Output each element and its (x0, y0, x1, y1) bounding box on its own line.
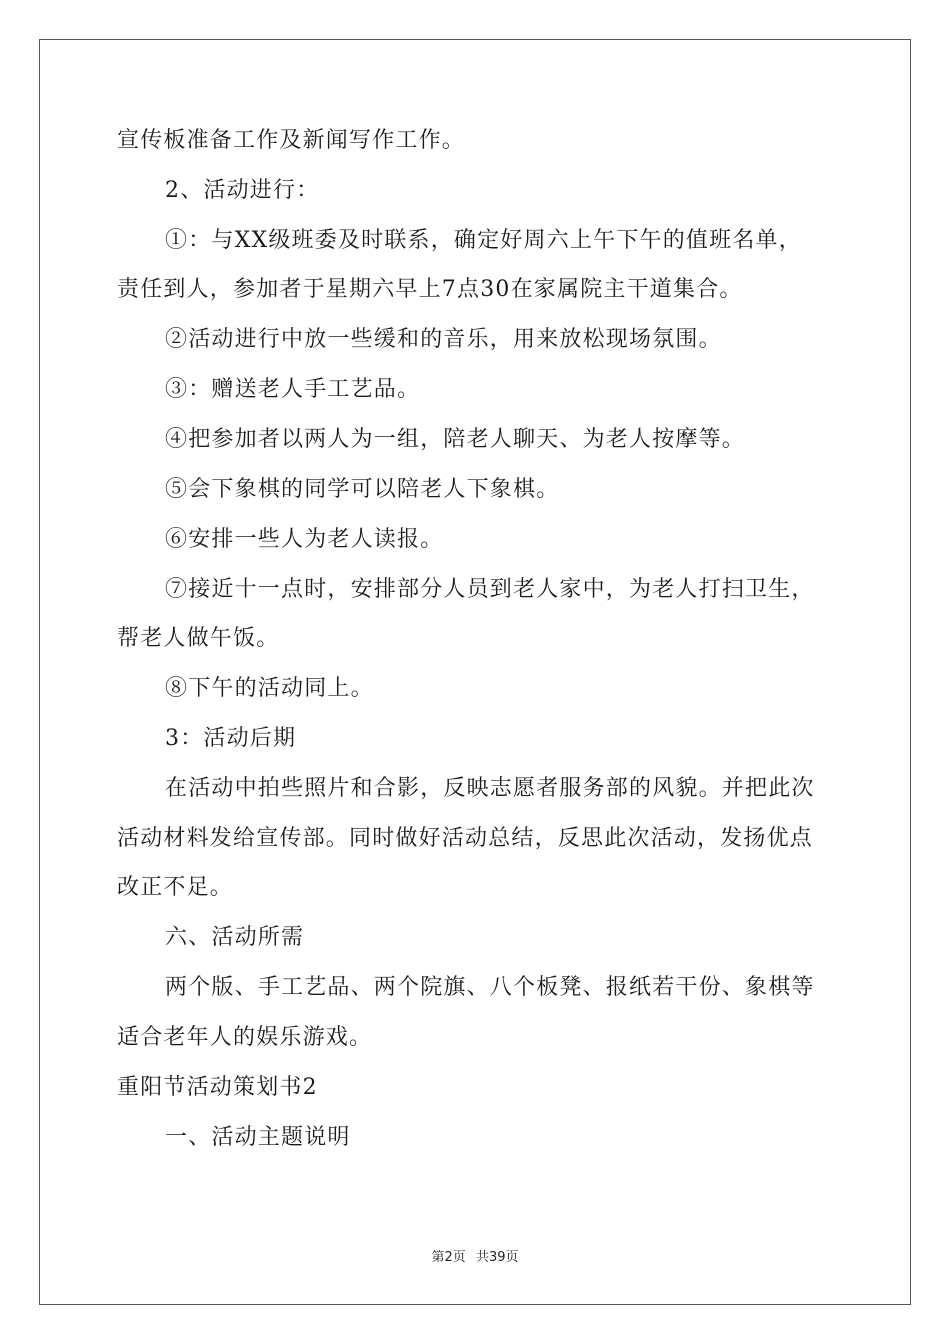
section-heading: 2、活动进行： (165, 178, 320, 203)
document-title: 重阳节活动策划书2 (117, 1075, 318, 1100)
page-total: 共39页 (475, 1250, 519, 1265)
page-number: 第2页 (431, 1250, 466, 1265)
list-item: ⑧下午的活动同上。 (165, 676, 374, 701)
section-heading: 六、活动所需 (165, 925, 305, 950)
list-item: ⑥安排一些人为老人读报。 (165, 527, 444, 552)
list-item: ②活动进行中放一些缓和的音乐，用来放松现场氛围。 (165, 327, 722, 352)
paragraph-line: 宣传板准备工作及新闻写作工作。 (117, 128, 466, 153)
paragraph-line: 帮老人做午饭。 (117, 626, 280, 651)
paragraph-line: 在活动中拍些照片和合影，反映志愿者服务部的风貌。并把此次 (165, 776, 815, 801)
list-item: ⑦接近十一点时，安排部分人员到老人家中，为老人打扫卫生， (165, 577, 815, 602)
paragraph-line: 适合老年人的娱乐游戏。 (117, 1025, 373, 1050)
list-item: ③：赠送老人手工艺品。 (165, 377, 421, 402)
paragraph-line: 责任到人，参加者于星期六早上7点30在家属院主干道集合。 (117, 277, 743, 302)
paragraph-line: 两个版、手工艺品、两个院旗、八个板凳、报纸若干份、象棋等 (165, 975, 815, 1000)
section-heading: 3：活动后期 (165, 726, 297, 751)
list-item: ⑤会下象棋的同学可以陪老人下象棋。 (165, 477, 560, 502)
section-heading: 一、活动主题说明 (165, 1125, 351, 1150)
paragraph-line: 改正不足。 (117, 875, 234, 900)
paragraph-line: 活动材料发给宣传部。同时做好活动总结，反思此次活动，发扬优点 (117, 826, 814, 851)
paragraph-line: ①：与XX级班委及时联系，确定好周六上午下午的值班名单， (165, 228, 802, 253)
list-item: ④把参加者以两人为一组，陪老人聊天、为老人按摩等。 (165, 427, 746, 452)
page-footer (0, 1246, 950, 1265)
